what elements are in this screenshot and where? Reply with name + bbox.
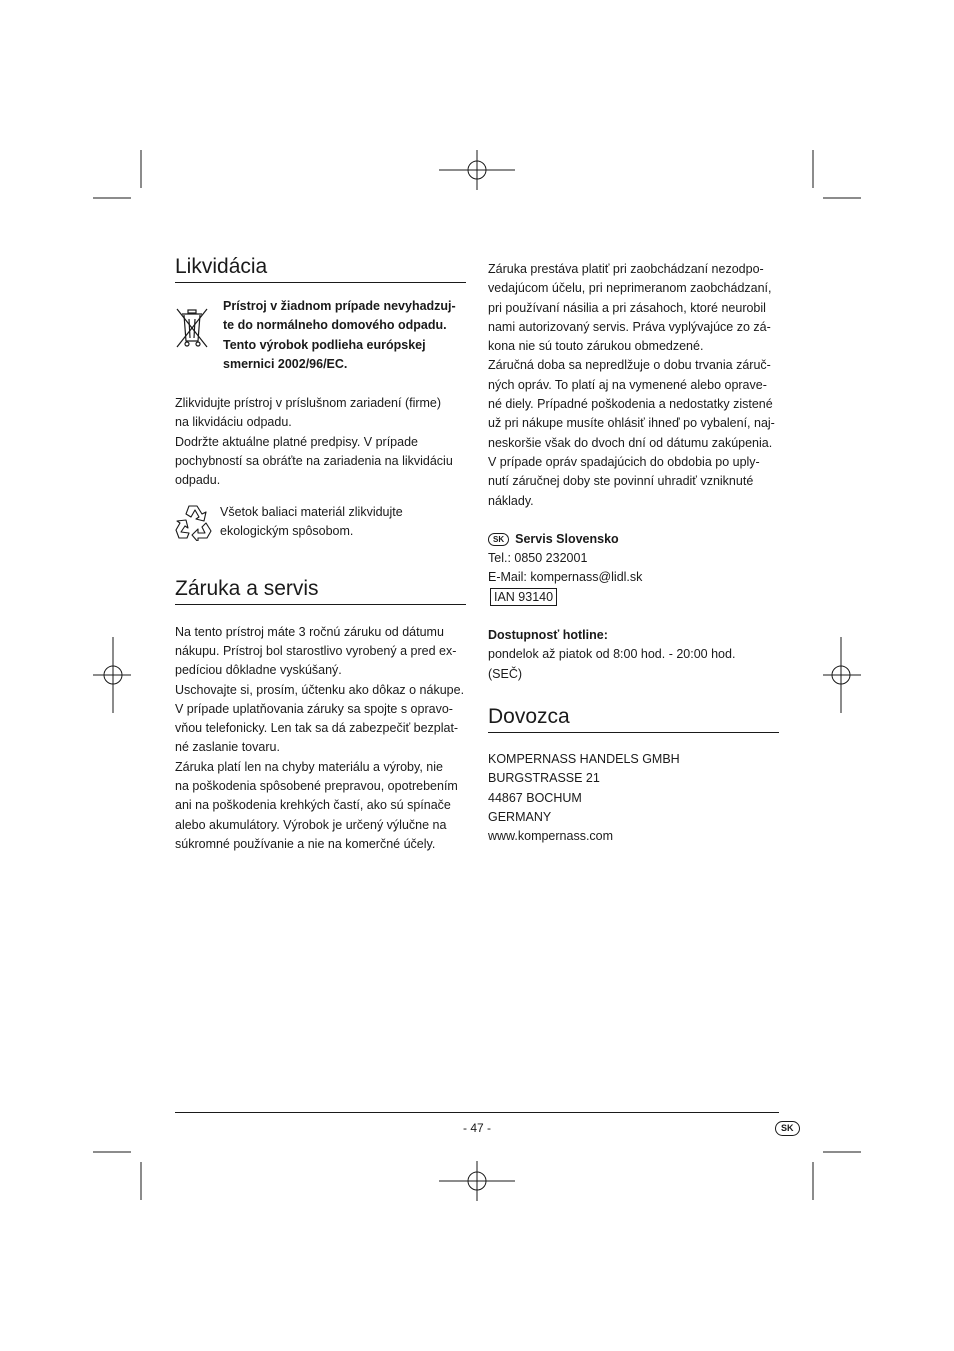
ian-box: IAN 93140 xyxy=(490,588,557,606)
warranty-continued-text: už pri nákupe musíte ohlásiť ihneď po vybalení, naj- xyxy=(488,416,775,431)
warranty-text: Záruka platí len na chyby materiálu a výroby, nie xyxy=(175,759,443,774)
sk-country-badge: SK xyxy=(488,533,509,546)
importer-line: GERMANY xyxy=(488,809,552,824)
disposal-heading: Likvidácia xyxy=(175,254,466,283)
disposal-warning xyxy=(175,297,466,374)
warranty-text: pedíciou dôkladne vyskúšaný. xyxy=(175,663,342,678)
footer-divider xyxy=(175,1112,779,1113)
packaging-text: Všetok baliaci materiál zlikvidujte xyxy=(220,504,403,519)
disposal-text: na likvidáciu odpadu. xyxy=(175,415,292,430)
warranty-continued-text: nami autorizovaný servis. Práva vyplývajúce zo zá- xyxy=(488,319,771,334)
warranty-continued-text: pri používaní násilia a pri zásahoch, ktoré neurobil xyxy=(488,300,766,315)
warranty-continued-text: vedajúcom účelu, pri neprimeranom zaobchádzaní, xyxy=(488,281,772,296)
importer-heading: Dovozca xyxy=(488,704,779,733)
disposal-text: odpadu. xyxy=(175,473,221,488)
warranty-text: ani na poškodenia krehkých častí, ako sú spínače xyxy=(175,798,451,813)
warranty-text: na poškodenia spôsobené prepravou, opotrebením xyxy=(175,779,458,794)
warranty-continued-text: né diely. Prípadné poškodenia a nedostatky zistené xyxy=(488,397,773,412)
warranty-text: vňou telefonicky. Len tak sa dá zabezpečiť bezplat- xyxy=(175,721,459,736)
warning-line: Prístroj v žiadnom prípade nevyhadzuj- xyxy=(223,299,456,313)
warranty-continued-text: náklady. xyxy=(488,493,534,508)
service-title: Servis Slovensko xyxy=(515,531,619,546)
warranty-text: alebo akumulátory. Výrobok je určený výlučne na xyxy=(175,817,447,832)
warranty-text: súkromné používanie a nie na komerčné účely. xyxy=(175,836,436,851)
importer-line: BURGSTRASSE 21 xyxy=(488,771,600,786)
warranty-continued-text: Záručná doba sa nepredlžuje o dobu trvania záruč- xyxy=(488,358,771,373)
right-column xyxy=(488,260,779,846)
service-email: E-Mail: kompernass@lidl.sk xyxy=(488,570,643,585)
left-column xyxy=(175,254,466,854)
hotline-hours: pondelok až piatok od 8:00 hod. - 20:00 hod. xyxy=(488,647,736,662)
disposal-text: Dodržte aktuálne platné predpisy. V prípade xyxy=(175,434,418,449)
warranty-continued-text: neskoršie však do dvoch dní od dátumu zakúpenia. xyxy=(488,435,773,450)
importer-line: KOMPERNASS HANDELS GMBH xyxy=(488,751,680,766)
warranty-continued-text: ných opráv. To platí aj na vymenené alebo oprave- xyxy=(488,377,767,392)
disposal-text: pochybností sa obráťte na zariadenia na likvidáciu xyxy=(175,454,453,469)
importer-line: 44867 BOCHUM xyxy=(488,790,582,805)
service-name xyxy=(488,530,779,549)
recycle-icon xyxy=(175,503,215,541)
warranty-continued-text: V prípade opráv spadajúcich do obdobia po uply- xyxy=(488,454,760,469)
service-ian-row xyxy=(488,588,779,607)
warning-line: Tento výrobok podlieha európskej xyxy=(223,337,426,352)
warranty-continued-text: kona nie sú touto zárukou obmedzené. xyxy=(488,339,704,354)
service-tel: Tel.: 0850 232001 xyxy=(488,551,588,566)
warranty-text: nákupu. Prístroj bol starostlivo vyrobený a pred ex- xyxy=(175,643,457,658)
warning-line: smernici 2002/96/EC. xyxy=(223,356,348,371)
page-number: - 47 - xyxy=(462,1121,491,1135)
warranty-text: Uschovajte si, prosím, účtenku ako dôkaz o nákupe. xyxy=(175,682,465,697)
hotline-timezone: (SEČ) xyxy=(488,666,523,681)
warranty-continued-text: nutí záručnej doby ste povinní uhradiť vzniknuté xyxy=(488,474,754,489)
warranty-continued-text: Záruka prestáva platiť pri zaobchádzaní nezodpo- xyxy=(488,262,764,276)
crossed-bin-icon xyxy=(175,307,209,349)
warranty-text: V prípade uplatňovania záruky sa spojte s opravo- xyxy=(175,701,453,716)
warranty-heading: Záruka a servis xyxy=(175,576,466,605)
warranty-text: né zaslanie tovaru. xyxy=(175,740,280,755)
hotline-title: Dostupnosť hotline: xyxy=(488,628,608,643)
disposal-text: Zlikvidujte prístroj v príslušnom zariadení (firme) xyxy=(175,396,442,411)
packaging-note xyxy=(175,503,466,546)
importer-website: www.kompernass.com xyxy=(488,829,614,844)
footer-language-badge: SK xyxy=(775,1121,800,1136)
warranty-text: Na tento prístroj máte 3 ročnú záruku od dátumu xyxy=(175,624,444,639)
warning-line: te do normálneho domového odpadu. xyxy=(223,318,447,333)
packaging-text: ekologickým spôsobom. xyxy=(220,523,354,538)
